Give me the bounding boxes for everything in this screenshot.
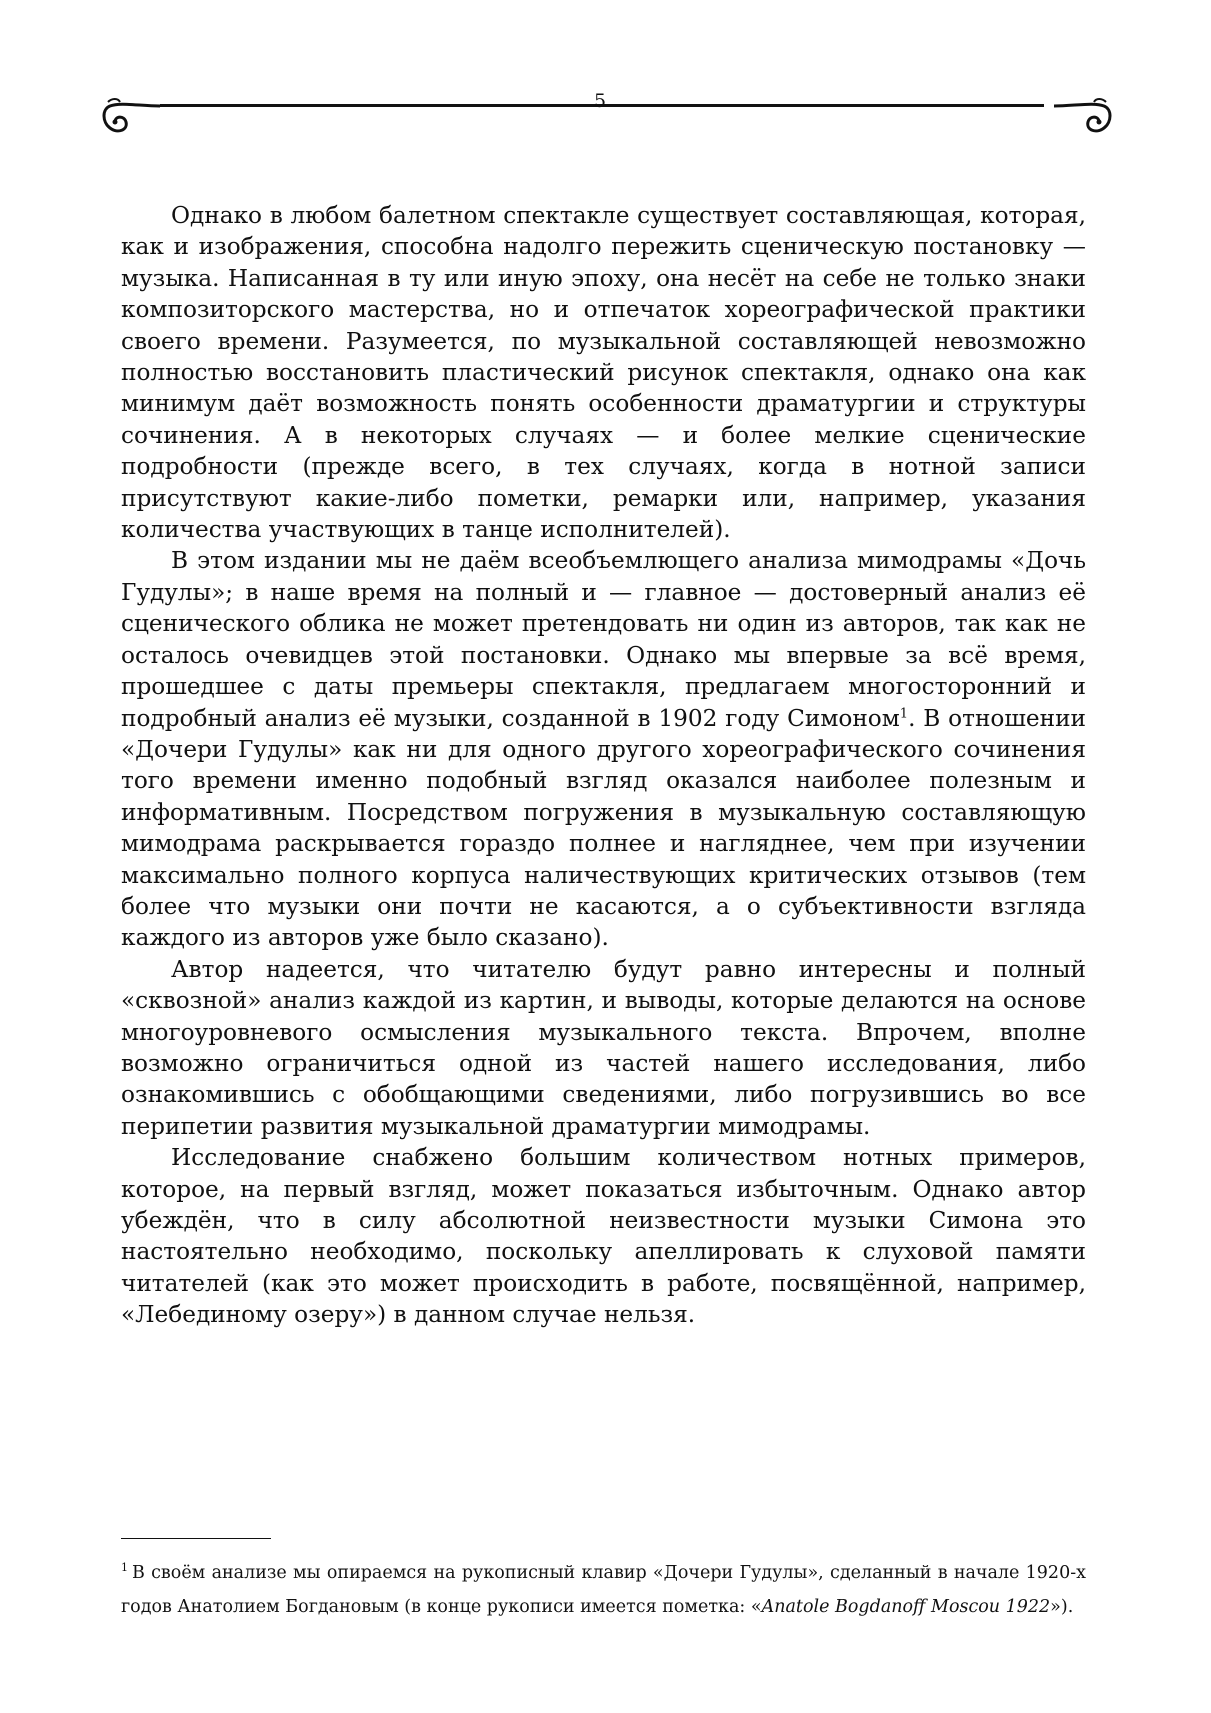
scroll-ornament-icon [1052,96,1114,138]
paragraph [121,545,1086,953]
paragraph-text: В этом издании мы не даём всеобъемлющего анализа мимодрамы «Дочь Гудулы»; в наше время на полный и — главное — достоверный анализ её сценического облика не может претендовать ни один из авторов, так как не осталось очевидцев этой постановки. Однако мы впервые за всё время, прошедшее с даты премьеры спектакля, предлагаем многосторонний и подробный анализ её музыки, созданной в 1902 году Симоном [121,547,1086,732]
footnote [121,1556,1086,1624]
paragraph: Исследование снабжено большим количеством нотных примеров, которое, на первый взгляд, может показаться избыточным. Однако автор убеждён, что в силу абсолютной неизвестности музыки Симона это настоятельно необходимо, поскольку апеллировать к слуховой памяти читателей (как это может происходить в работе, посвящённой, например, «Лебединому озеру») в данном случае нельзя. [121,1144,1086,1329]
paragraph-text: . В отношении «Дочери Гудулы» как ни для одного другого хореографического сочинения того времени именно подобный взгляд оказался наиболее полезным и информативным. Посредством погружения в музыкальную составляющую мимодрама раскрывается гораздо полнее и нагляднее, чем при изучении максимально полного корпуса наличествующих критических отзывов (тем более что музыки они почти не касаются, а о субъективности взгляда каждого из авторов уже было сказано). [121,704,1087,952]
scroll-ornament-icon [100,96,162,138]
footnote-separator [121,1538,271,1539]
paragraph: Однако в любом балетном спектакле существует составляющая, которая, как и изображения, способна надолго пережить сценическую постановку — музыка. Написанная в ту или иную эпоху, она несёт на себе не только знаки композиторского мастерства, но и отпечаток хореографической практики своего времени. Разумеется, по музыкальной составляющей невозможно полностью восстановить пластический рисунок спектакля, однако она как минимум даёт возможность понять особенности драматургии и структуры сочинения. А в некоторых случаях — и более мелкие сценические подробности (прежде всего, в тех случаях, когда в нотной записи присутствуют какие-либо пометки, ремарки или, например, указания количества участвующих в танце исполнителей). [121,202,1086,544]
footnote-italic: Anatole Bogdanoff Moscou 1922 [761,1597,1051,1617]
page-number: 5 [593,90,607,112]
body-text [121,200,1086,1331]
footnote-text: В своём анализе мы опираемся на рукописный клавир «Дочери Гудулы», сделанный в начале 1920-х годов Анатолием Богдановым (в конце рукописи имеется пометка: « [121,1563,1086,1617]
paragraph: Автор надеется, что читателю будут равно интересны и полный «сквозной» анализ каждой из картин, и выводы, которые делаются на основе многоуровневого осмысления музыкального текста. Впрочем, вполне возможно ограничиться одной из частей нашего исследования, либо ознакомившись с обобщающими сведениями, либо погрузившись во все перипетии развития музыкальной драматургии мимодрамы. [121,955,1086,1140]
running-header [100,82,1110,152]
footnote-mark: 1 [121,1561,128,1575]
footnote-text-end: »). [1050,1597,1074,1617]
header-rule-right [636,104,1044,107]
footnote-reference[interactable]: 1 [899,705,909,721]
